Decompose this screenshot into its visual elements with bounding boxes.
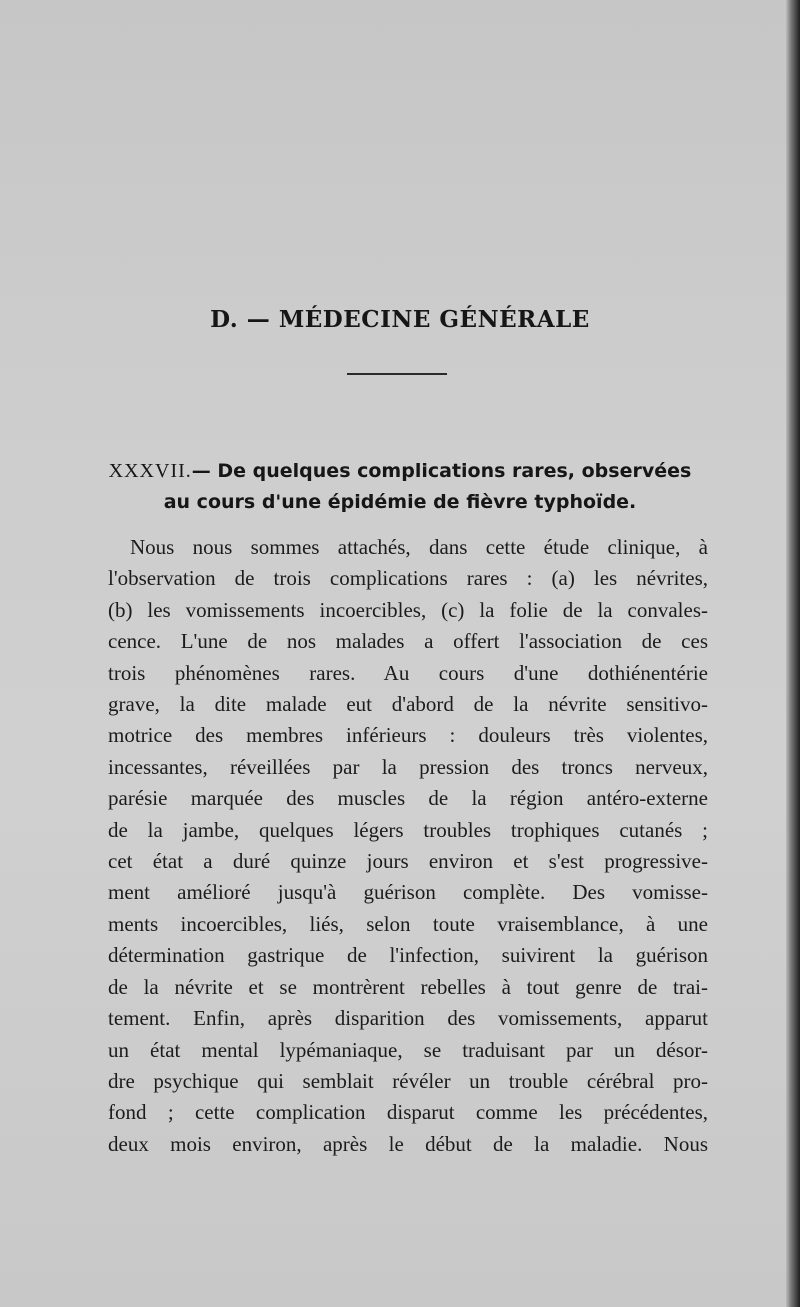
section-title: D. — MÉDECINE GÉNÉRALE <box>210 306 590 333</box>
text-line: parésie marquée des muscles de la région antéro-externe <box>108 786 708 811</box>
entry-title-line-2: au cours d'une épidémie de fièvre typhoïde. <box>163 491 637 513</box>
text-line: l'observation de trois complications rares : (a) les névrites, <box>108 566 708 591</box>
entry-number: XXXVII. <box>108 460 192 482</box>
text-line: ments incoercibles, liés, selon toute vraisemblance, à une <box>108 911 708 936</box>
text-line: dre psychique qui semblait révéler un trouble cérébral pro- <box>108 1068 708 1093</box>
text-line: cence. L'une de nos malades a offert l'association de ces <box>108 629 708 654</box>
text-line: incessantes, réveillées par la pression des troncs nerveux, <box>108 754 708 779</box>
text-line: deux mois environ, après le début de la maladie. Nous <box>108 1131 708 1156</box>
text-line: ment amélioré jusqu'à guérison complète. Des vomisse- <box>108 880 708 905</box>
entry-title-line-1: — De quelques complications rares, observées <box>191 460 692 482</box>
text-line: un état mental lypémaniaque, se traduisant par un désor- <box>108 1037 708 1062</box>
page-edge-shadow <box>786 0 800 1307</box>
text-line: (b) les vomissements incoercibles, (c) la folie de la convales- <box>108 597 708 622</box>
text-line: de la névrite et se montrèrent rebelles à tout genre de trai- <box>108 974 708 999</box>
text-line: motrice des membres inférieurs : douleurs très violentes, <box>108 723 708 748</box>
text-line: détermination gastrique de l'infection, suivirent la guérison <box>108 943 708 968</box>
text-line: fond ; cette complication disparut comme les précédentes, <box>108 1100 708 1125</box>
entry-heading <box>100 456 700 518</box>
text-line: tement. Enfin, après disparition des vomissements, apparut <box>108 1006 708 1031</box>
body-paragraph <box>108 532 708 1160</box>
title-divider <box>347 373 447 375</box>
text-line: Nous nous sommes attachés, dans cette étude clinique, à <box>130 535 708 559</box>
text-line: trois phénomènes rares. Au cours d'une dothiénentérie <box>108 660 708 685</box>
text-line: cet état a duré quinze jours environ et s'est progressive- <box>108 849 708 874</box>
text-line: grave, la dite malade eut d'abord de la névrite sensitivo- <box>108 692 708 717</box>
text-line: de la jambe, quelques légers troubles trophiques cutanés ; <box>108 817 708 842</box>
